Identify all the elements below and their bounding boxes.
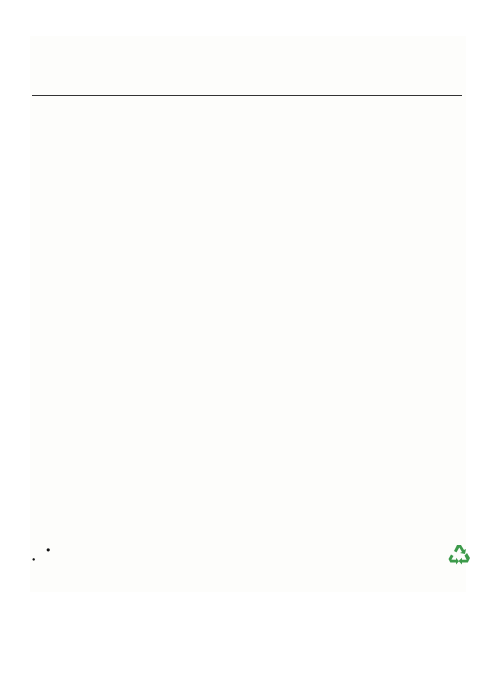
garment-views-illustration: [30, 362, 470, 538]
english-description: [32, 98, 250, 118]
website: ●: [46, 545, 51, 554]
header-rule: [32, 95, 462, 96]
footer-company: [32, 545, 50, 554]
footer-rights-line-1: ●: [32, 557, 36, 563]
yellow-size-dot-icon: [145, 42, 162, 59]
french-description: [259, 98, 469, 110]
recycle-icon: [448, 543, 472, 565]
